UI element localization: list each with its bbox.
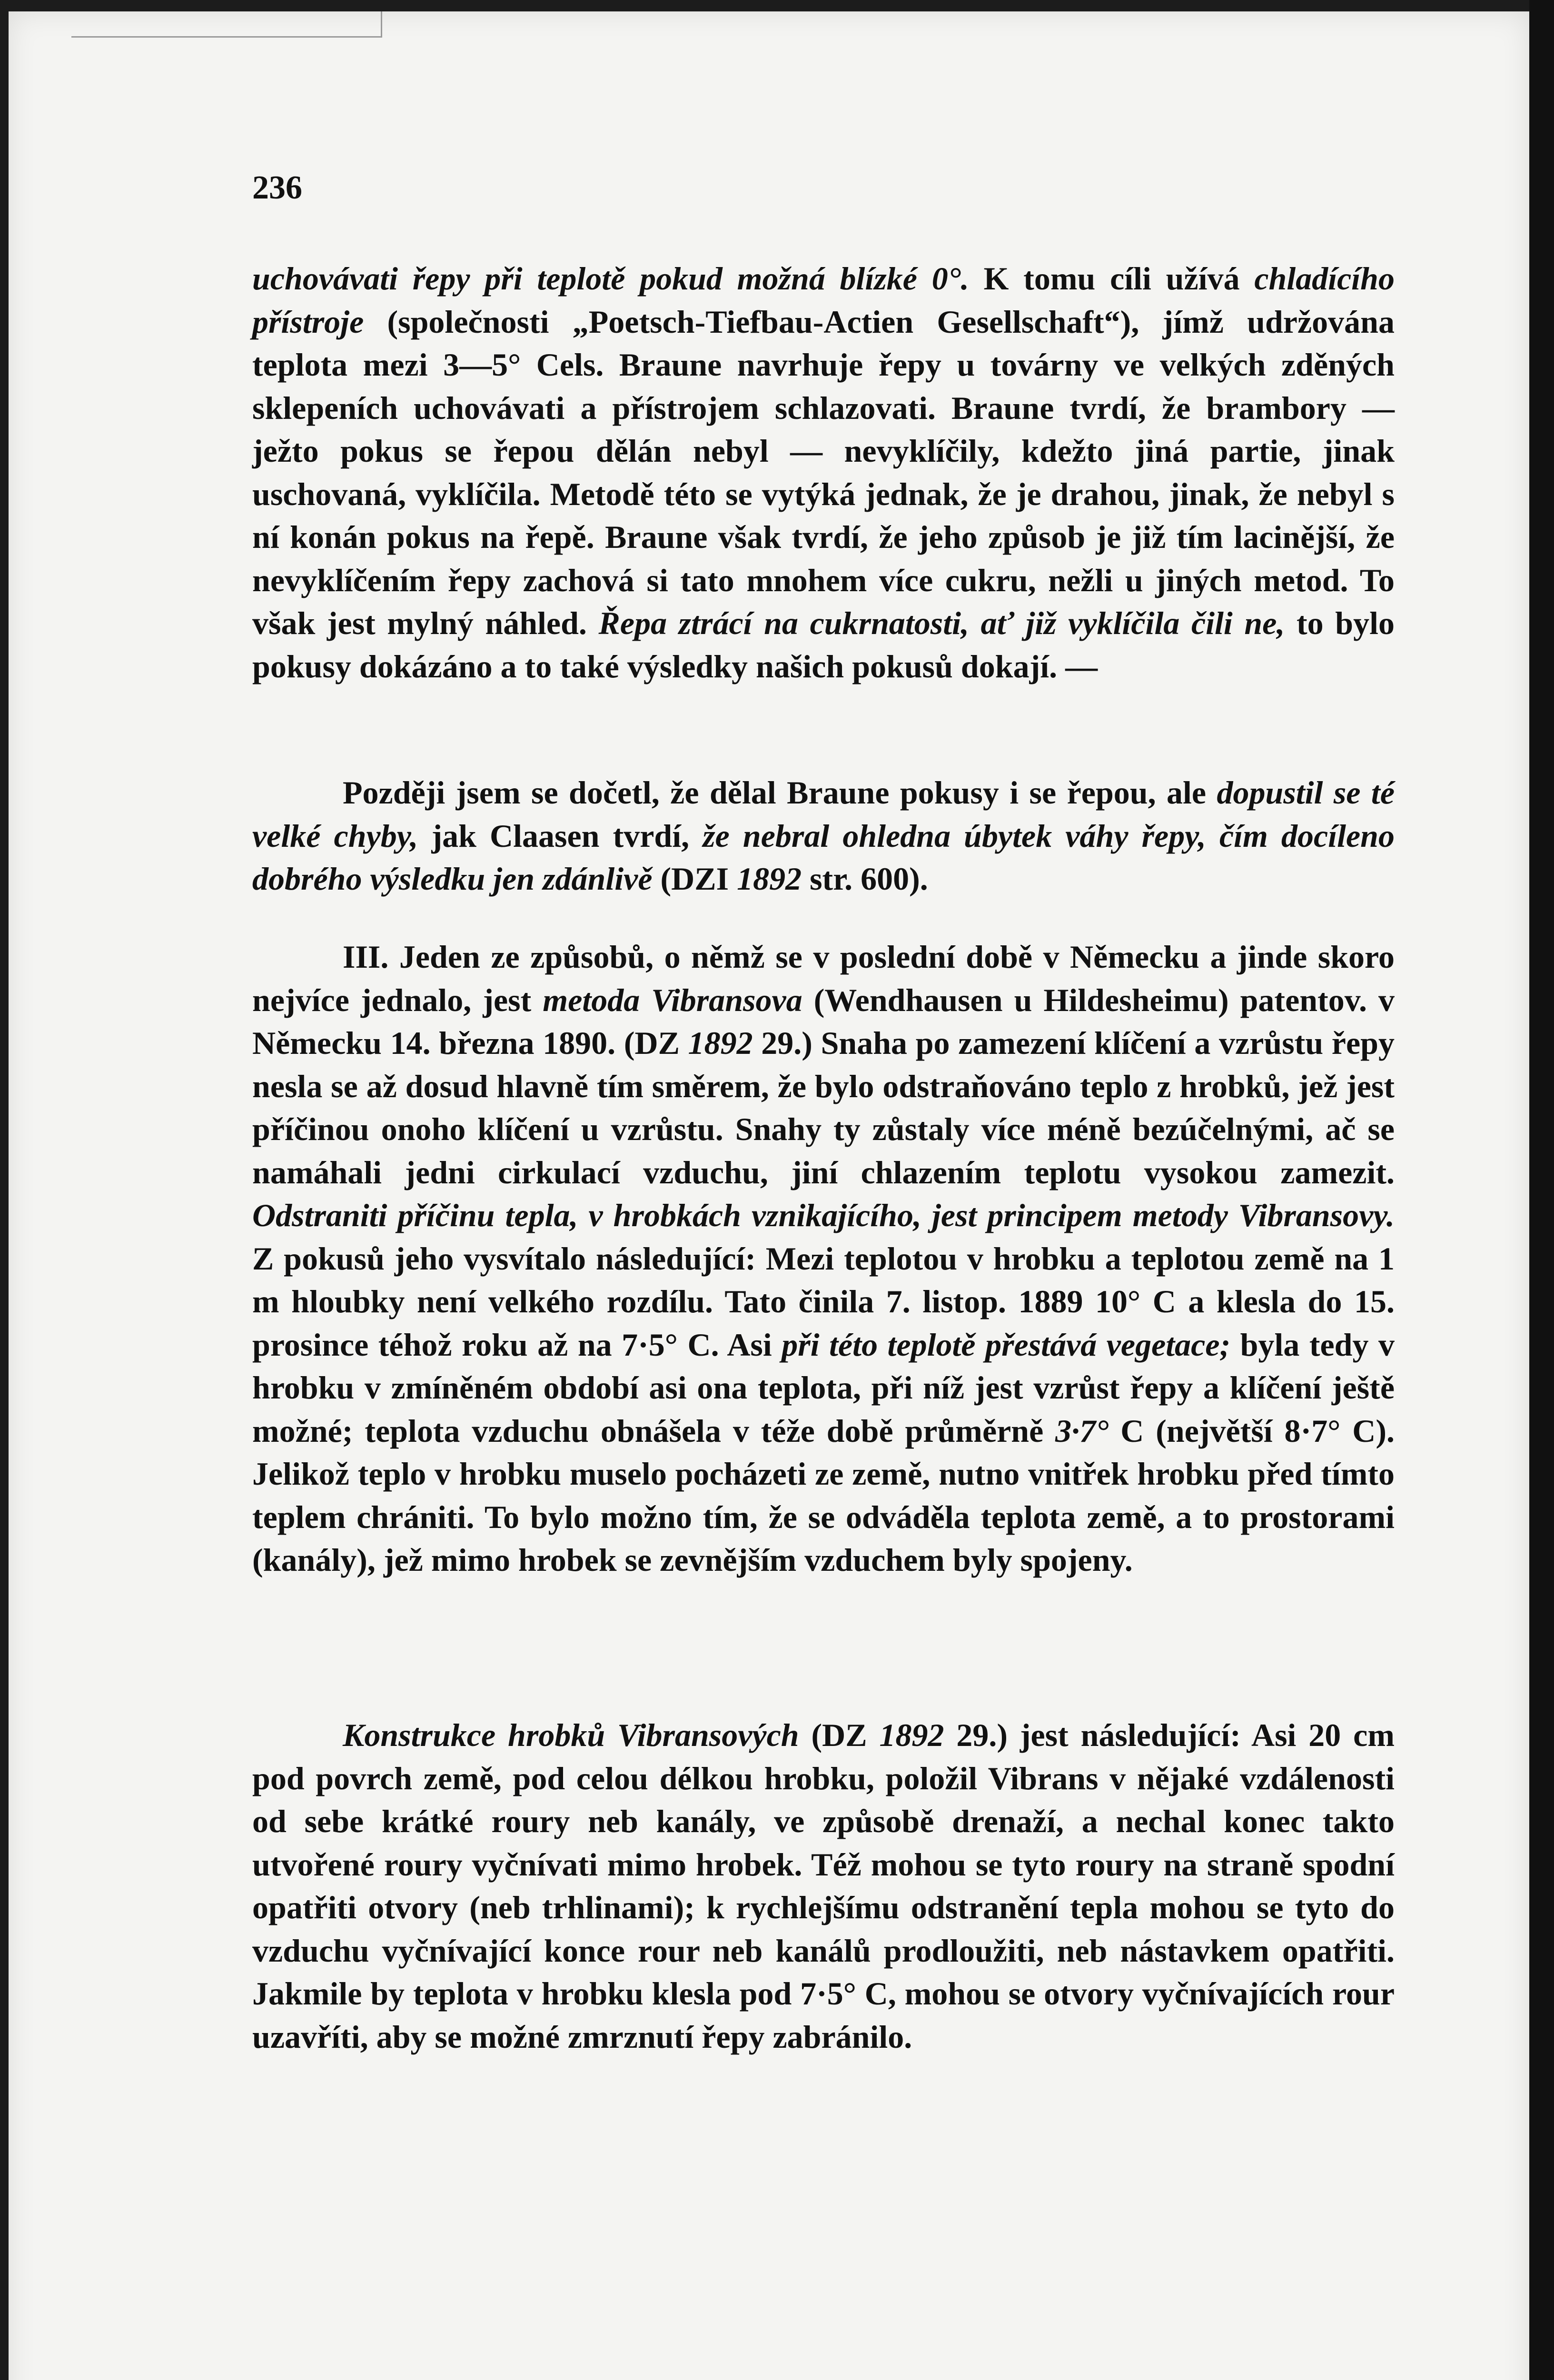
text-segment: jak Claasen tvrdí, [418,817,703,854]
italic-text-segment: metoda Vibransova [543,982,802,1018]
italic-text-segment: uchovávati řepy při teplotě pokud možná blízké 0°. [252,260,969,297]
paragraph-3 [252,935,1395,1582]
text-segment: byla tedy v hrobku v zmíněném období asi ona teplota, při níž jest vzrůst řepy a klíčení ještě možné; teplota vzduchu obnášela v téže době průměrně [252,1326,1395,1449]
text-segment: K tomu cíli užívá [969,260,1255,297]
text-segment: to bylo pokusy dokázáno a to také výsledky našich pokusů dokají. — [252,605,1395,684]
scan-edge [1529,0,1554,2380]
paragraph-2 [252,771,1395,901]
italic-text-segment: 1892 [688,1025,753,1061]
text-segment: Později jsem se dočetl, že dělal Braune pokusy i se řepou, ale [343,774,1217,811]
italic-text-segment: chladícího přístroje [252,260,1395,340]
italic-text-segment: při této teplotě přestává vegetace; [782,1326,1231,1363]
text-segment: 29.) Snaha po zamezení klíčení a vzrůstu řepy nesla se až dosud hlavně tím směrem, že bylo odstraňováno teplo z hrobků, jež jest příčinou onoho klíčení u vzrůstu. Snahy ty zůstaly více méně bezúčelnými, ač se namáhali jedni cirkulací vzduchu, jiní chlazením teplotu vysokou zamezit. [252,1025,1395,1190]
italic-text-segment: že nebral ohledna úbytek váhy řepy, čím docíleno dobrého výsledku jen zdánlivě [252,817,1395,897]
text-segment: III. Jeden ze způsobů, o němž se v poslední době v Německu a jinde skoro nejvíce jednalo, jest [252,939,1395,1018]
paragraph-1 [252,257,1395,688]
italic-text-segment: Odstraniti příčinu tepla, v hrobkách vznikajícího, jest principem metody Vibransovy. [252,1197,1395,1233]
text-segment: (DZ [799,1717,880,1753]
text-segment: Z pokusů jeho vysvítalo následující: Mezi teplotou v hrobku a teplotou země na 1 m hloubky není velkého rozdílu. Tato činila 7. listop. 1889 10° C a klesla do 15. prosince téhož roku až na 7·5° C. Asi [252,1240,1395,1363]
page-corner-mark [71,11,382,38]
italic-text-segment: Řepa ztrácí na cukrnatosti, ať již vyklíčila čili ne, [598,605,1285,641]
page-number: 236 [252,169,302,206]
italic-text-segment: 1892 [737,861,802,897]
text-segment: (Wendhausen u Hildesheimu) patentov. v Německu 14. března 1890. (DZ [252,982,1395,1061]
text-segment: C (největší 8·7° C). Jelikož teplo v hrobku muselo pocházeti ze země, nutno vnitřek hrobku před tímto teplem chrániti. To bylo možno tím, že se odváděla teplota země, a to prostorami (kanály), jež mimo hrobek se zevnějším vzduchem byly spojeny. [252,1412,1395,1578]
italic-text-segment: 1892 [879,1717,944,1753]
italic-text-segment: 3·7° [1055,1412,1109,1449]
text-segment: 29.) jest následující: Asi 20 cm pod povrch země, pod celou délkou hrobku, položil Vibrans v nějaké vzdálenosti od sebe krátké roury neb kanály, ve způsobě drenaží, a nechal konec takto utvořené roury vyčnívati mimo hrobek. Též mohou se tyto roury na straně spodní opatřiti otvory (neb trhlinami); k rychlejšímu odstranění tepla mohou se tyto do vzduchu vyčnívající konce rour neb kanálů prodloužiti, neb nástavkem opatřiti. Jakmile by teplota v hrobku klesla pod 7·5° C, mohou se otvory vyčnívajících rour uzavříti, aby se možné zmrznutí řepy zabránilo. [252,1717,1395,2055]
italic-text-segment: Konstrukce hrobků Vibransových [343,1717,799,1753]
text-segment: (společnosti „Poetsch-Tiefbau-Actien Gesellschaft“), jímž udržována teplota mezi 3—5° Cels. Braune navrhuje řepy u továrny ve velkých zděných sklepeních uchovávati a přístrojem schlazovati. Braune tvrdí, že brambory — ježto pokus se řepou dělán nebyl — nevyklíčily, kdežto jiná partie, jinak uschovaná, vyklíčila. Metodě této se vytýká jednak, že je drahou, jinak, že nebyl s ní konán pokus na řepě. Braune však tvrdí, že jeho způsob je již tím lacinější, že nevyklíčením řepy zachová si tato mnohem více cukru, nežli u jiných metod. To však jest mylný náhled. [252,303,1395,641]
italic-text-segment: dopustil se té velké chyby, [252,774,1395,854]
paragraph-4 [252,1714,1395,2058]
text-segment: str. 600). [802,861,928,897]
text-segment: (DZI [652,861,737,897]
